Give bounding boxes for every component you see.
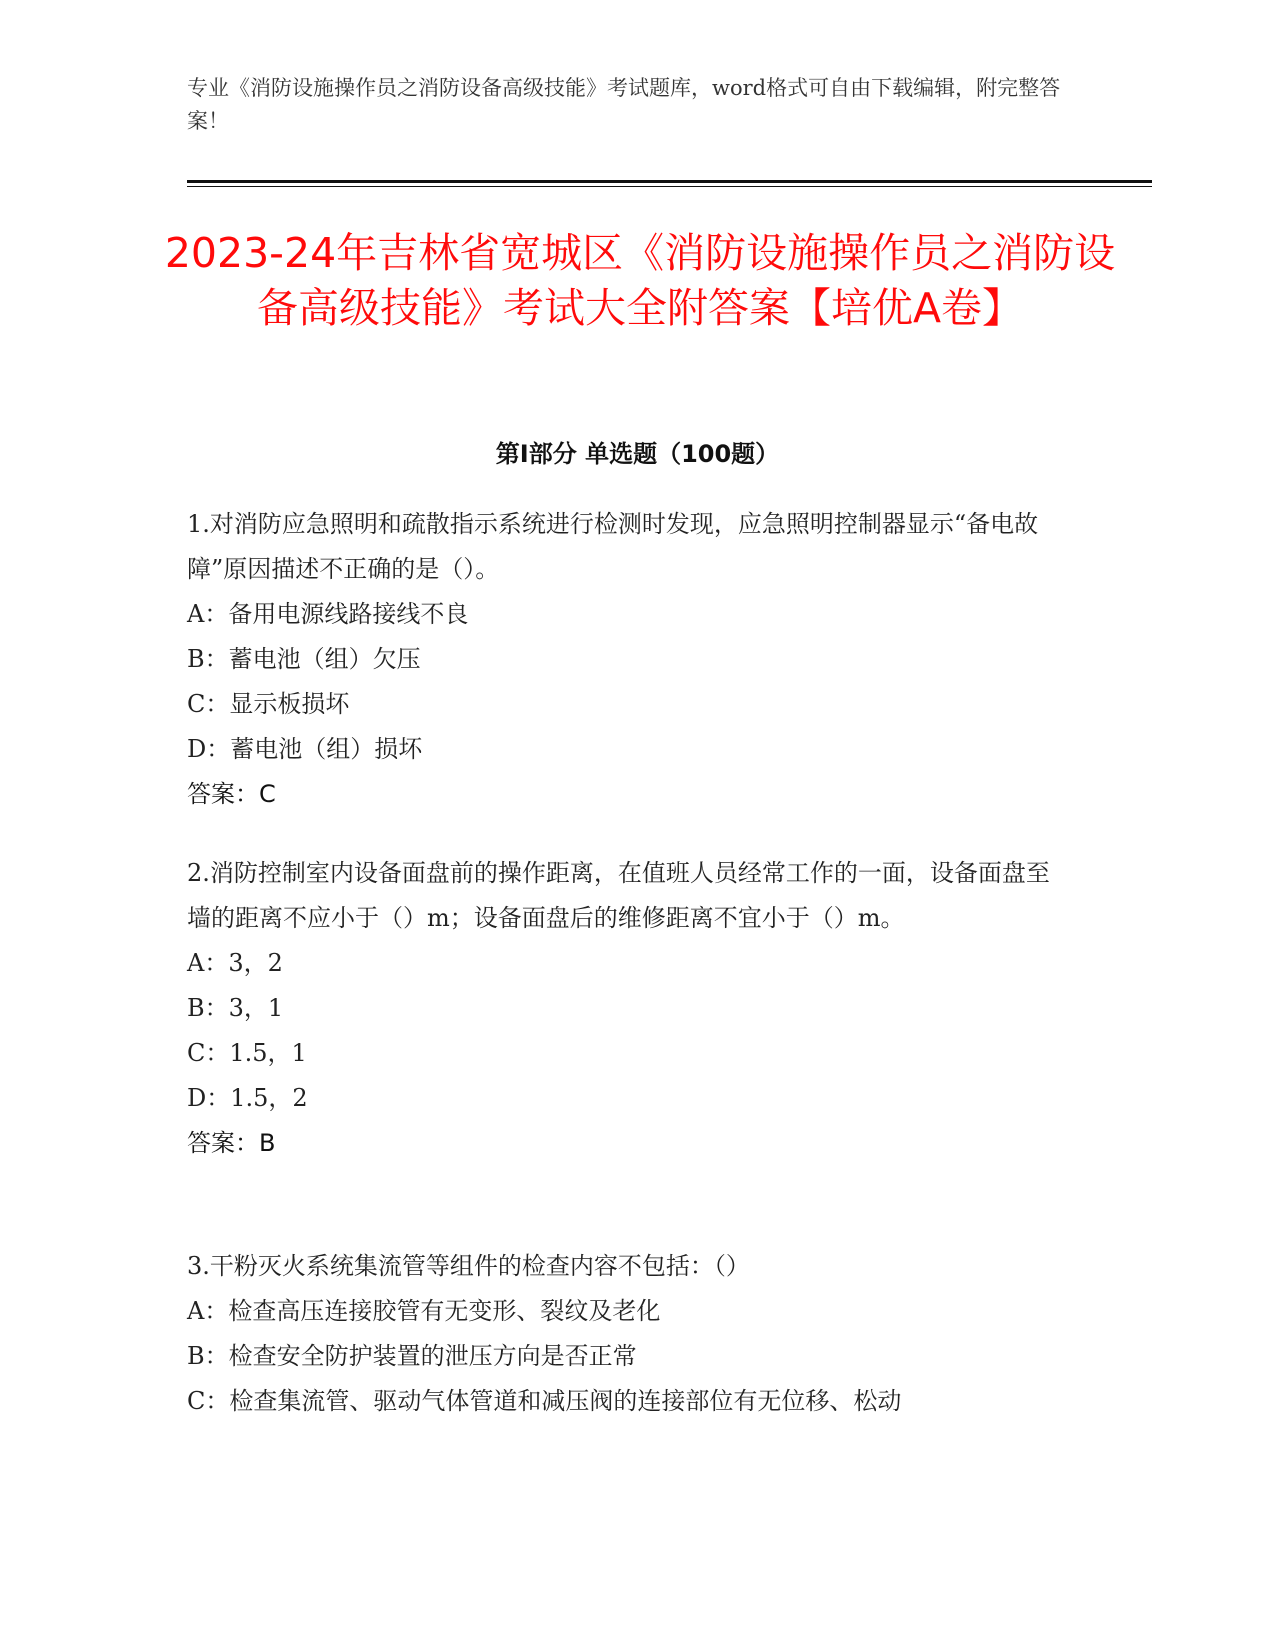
header-divider-thin <box>187 186 1152 187</box>
question-text: 3.干粉灭火系统集流管等组件的检查内容不包括：（） <box>187 1252 750 1280</box>
question-text: 1.对消防应急照明和疏散指示系统进行检测时发现，应急照明控制器显示“备电故障”原因描述不正确的是（）。 <box>187 510 1039 583</box>
option-c: C：1.5，1 <box>187 1039 307 1067</box>
question-1 <box>187 502 1067 817</box>
header-divider-thick <box>187 180 1152 183</box>
section-heading: 第I部分 单选题（100题） <box>495 440 780 468</box>
option-d: D：1.5，2 <box>187 1084 308 1112</box>
option-b: B：蓄电池（组）欠压 <box>187 645 421 673</box>
option-d: D：蓄电池（组）损坏 <box>187 735 423 763</box>
document-title: 2023-24年吉林省宽城区《消防设施操作员之消防设备高级技能》考试大全附答案【培优A卷】 <box>164 229 1116 332</box>
option-a: A：3，2 <box>187 949 283 977</box>
option-a: A：备用电源线路接线不良 <box>187 600 469 628</box>
answer-line: 答案：C <box>187 780 276 808</box>
option-a: A：检查高压连接胶管有无变形、裂纹及老化 <box>187 1297 661 1325</box>
option-c: C：显示板损坏 <box>187 690 350 718</box>
option-c: C：检查集流管、驱动气体管道和减压阀的连接部位有无位移、松动 <box>187 1387 902 1415</box>
question-3 <box>187 1244 1067 1424</box>
option-b: B：检查安全防护装置的泄压方向是否正常 <box>187 1342 637 1370</box>
question-2 <box>187 851 1067 1166</box>
question-text: 2.消防控制室内设备面盘前的操作距离，在值班人员经常工作的一面，设备面盘至墙的距离不应小于（）m；设备面盘后的维修距离不宜小于（）m。 <box>187 859 1050 932</box>
option-b: B：3，1 <box>187 994 284 1022</box>
header-note: 专业《消防设施操作员之消防设备高级技能》考试题库，word格式可自由下载编辑，附完整答案！ <box>187 76 1061 133</box>
answer-line: 答案：B <box>187 1129 276 1157</box>
